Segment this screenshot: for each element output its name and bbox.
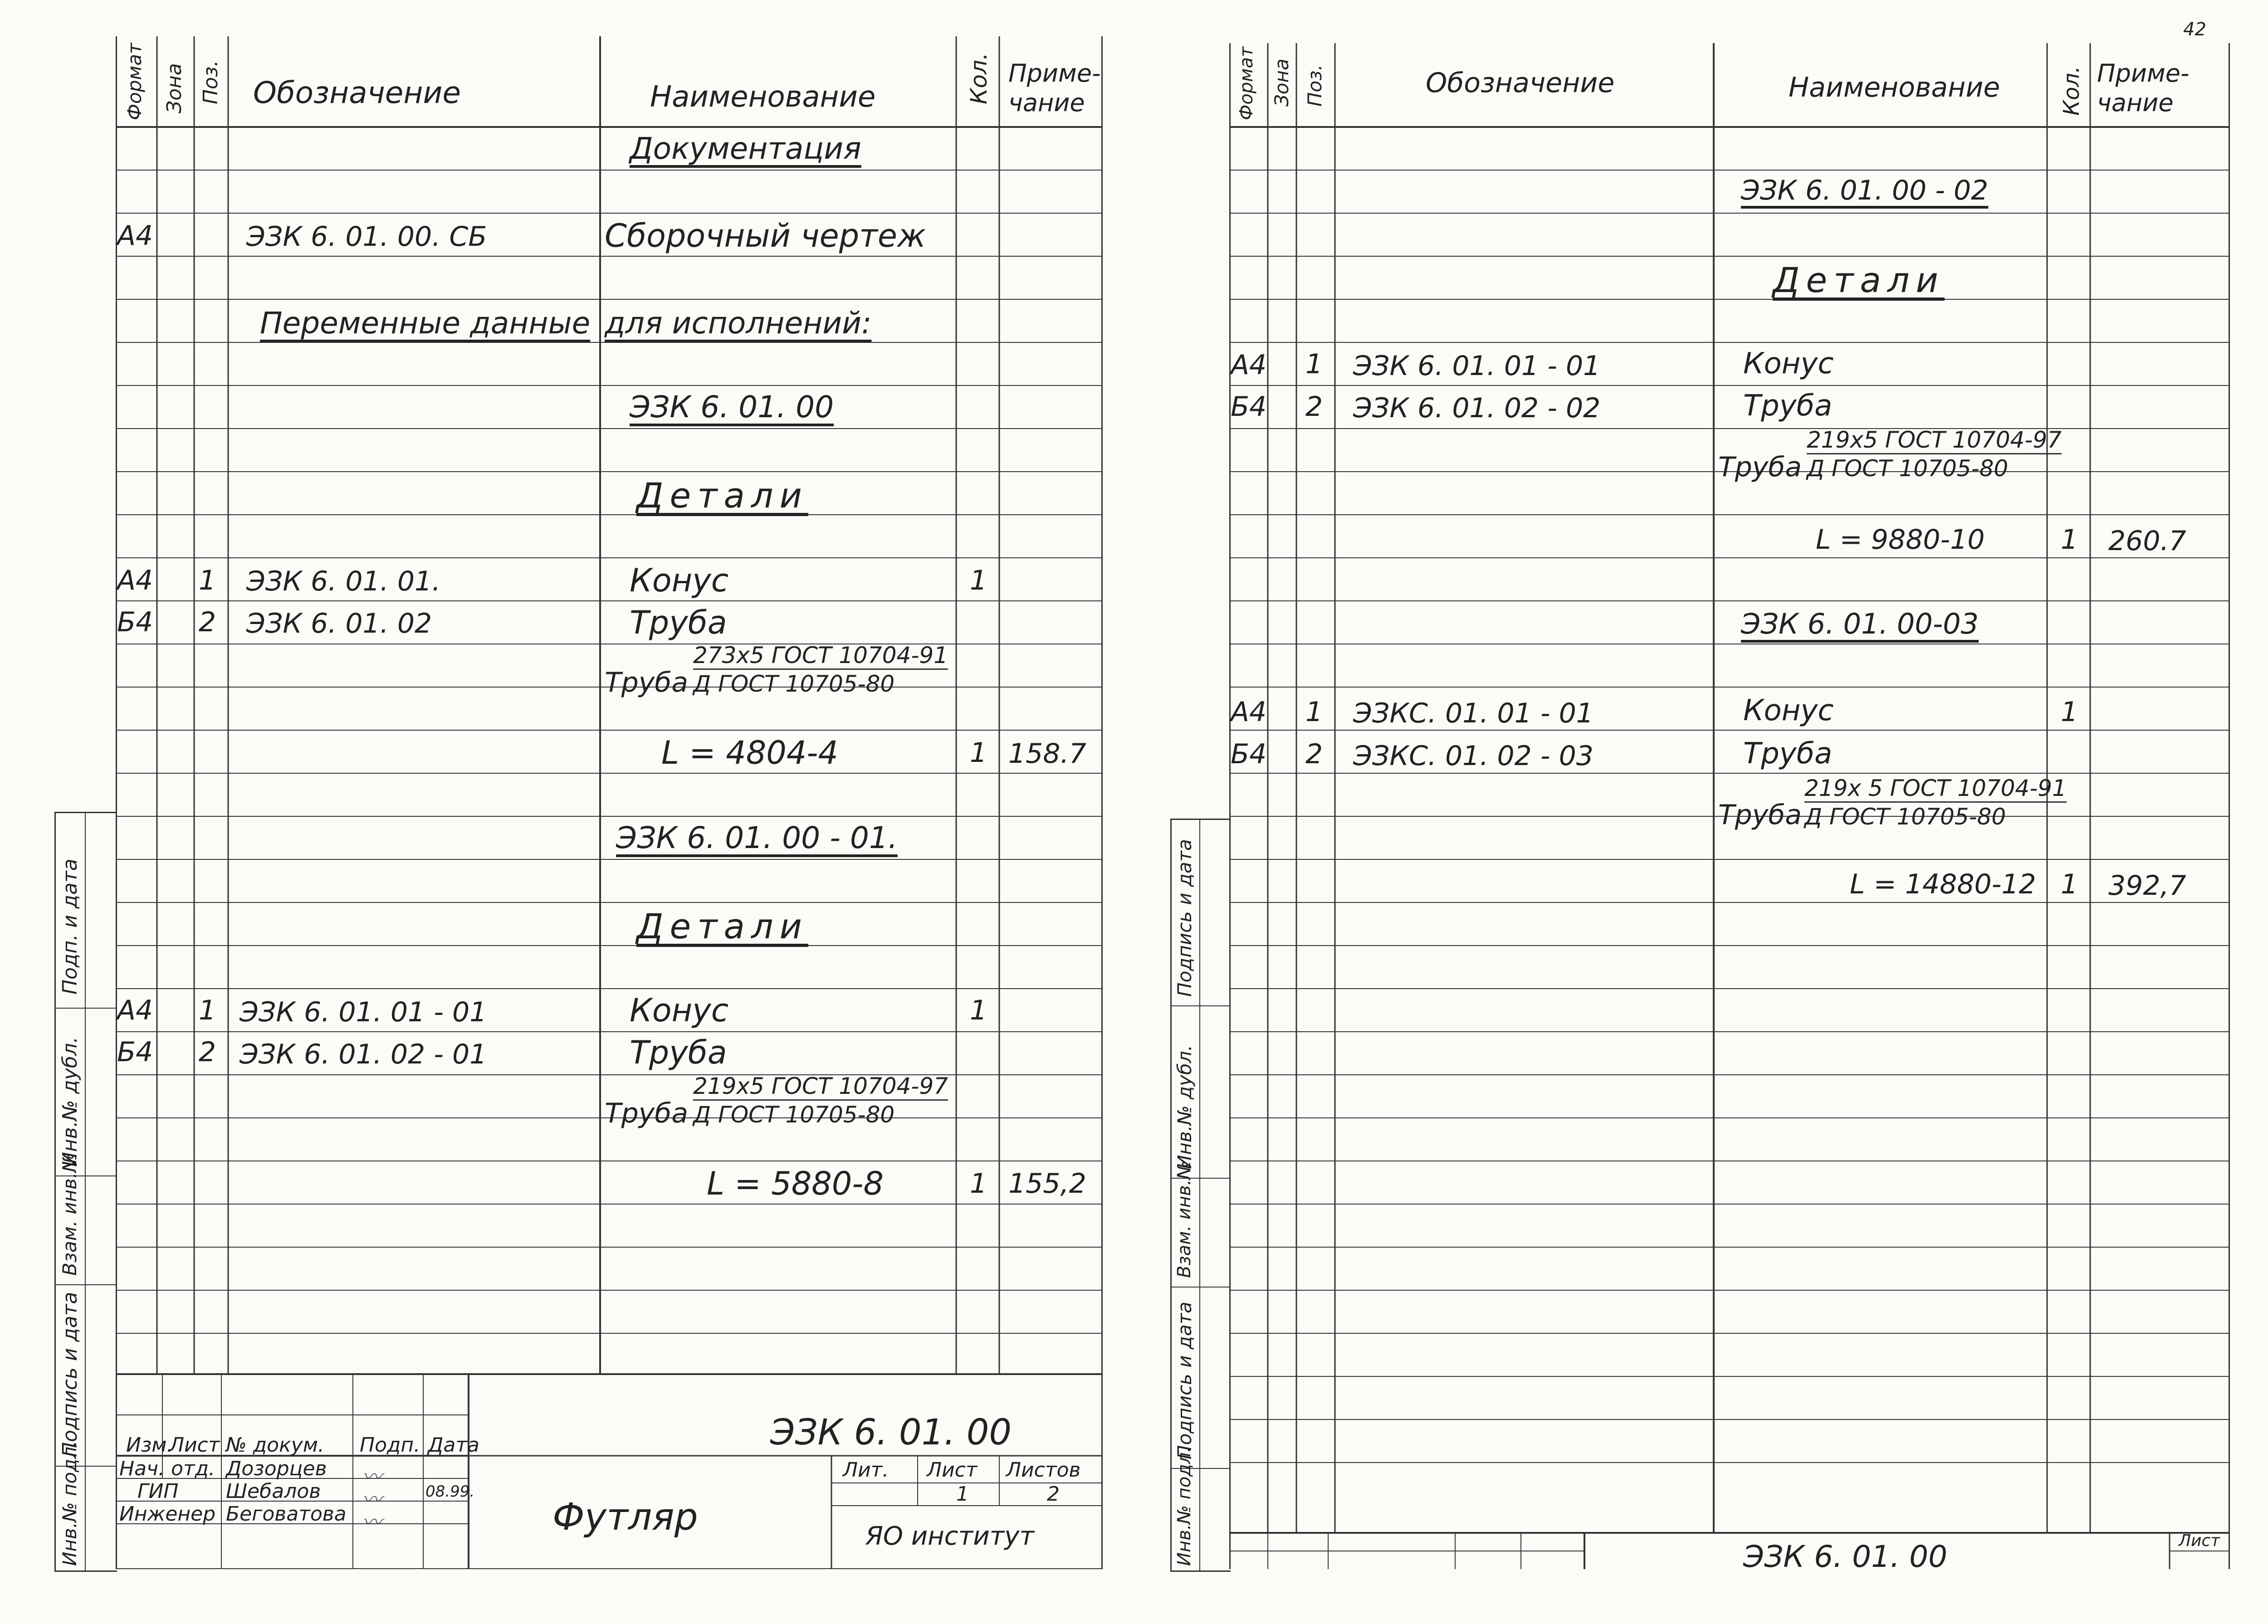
header-note: Приме- чание	[1008, 59, 1101, 117]
v3-pipe-den: Д ГОСТ 10705-80	[1804, 804, 2006, 830]
r-side-label-4: Подпись и дата	[1173, 1302, 1196, 1459]
tb-lit: Лит.	[843, 1458, 889, 1482]
v0-r1-format: А4	[117, 565, 153, 596]
tb-person-2: Шебалов	[226, 1480, 321, 1503]
signature-2: 〰	[362, 1488, 382, 1511]
variant-title-0: ЭЗК 6. 01. 00	[630, 390, 834, 424]
v2-length-qty: 1	[2061, 524, 2078, 556]
v1-length-qty: 1	[970, 1168, 987, 1200]
r-header-designation: Обозначение	[1426, 67, 1615, 99]
right-sheet	[1229, 19, 2230, 1574]
v3-r2-name: Труба	[1743, 737, 1833, 771]
v0-pipe-den: Д ГОСТ 10705-80	[693, 671, 895, 697]
v3-r1-format: А4	[1231, 696, 1267, 728]
side-label-2: Инв.№ дубл.	[59, 1036, 82, 1167]
tb-date-2: 08.99.	[425, 1483, 475, 1501]
v1-pipe-label: Труба	[605, 1097, 689, 1129]
variant-title-2: ЭЗК 6. 01. 00 - 02	[1741, 175, 1989, 206]
side-label-5: Инв.№ подл.	[59, 1440, 81, 1566]
tb-col-sign: Подп.	[360, 1434, 420, 1457]
v0-length: L = 4804-4	[661, 734, 839, 771]
header-designation: Обозначение	[253, 75, 461, 110]
v3-length: L = 14880-12	[1850, 868, 2036, 900]
tb-sheet-no: 1	[956, 1483, 969, 1506]
v2-r1-format: А4	[1231, 349, 1267, 381]
details-heading-0: Детали	[636, 475, 808, 516]
v1-r1-pos: 1	[199, 995, 216, 1026]
side-label-1: Подп. и дата	[59, 858, 82, 995]
v1-length-note: 155,2	[1008, 1168, 1086, 1200]
side-label-4: Подпись и дата	[59, 1292, 82, 1457]
v2-r2-designation: ЭЗК 6. 01. 02 - 02	[1353, 392, 1601, 424]
v1-pipe-spec	[693, 1075, 948, 1126]
v0-r2-format: Б4	[117, 606, 153, 638]
v3-r2-pos: 2	[1305, 738, 1323, 770]
right-footer-code: ЭЗК 6. 01. 00	[1743, 1539, 1948, 1574]
header-name: Наименование	[650, 80, 876, 114]
v1-length: L = 5880-8	[707, 1165, 884, 1202]
v3-r2-designation: ЭЗКС. 01. 02 - 03	[1353, 740, 1593, 772]
v2-pipe-num: 219х5 ГОСТ 10704-97	[1807, 429, 2062, 454]
v1-r2-format: Б4	[117, 1036, 153, 1068]
tb-org: ЯО институт	[865, 1522, 1034, 1551]
v0-pipe-label: Труба	[605, 667, 689, 698]
v1-pipe-num: 219х5 ГОСТ 10704-97	[693, 1075, 948, 1101]
signature-3: 〰	[362, 1511, 382, 1534]
right-footer-sheet: Лист	[2179, 1531, 2220, 1550]
v2-r1-pos: 1	[1305, 348, 1323, 380]
doc-designation: ЭЗК 6. 01. 00. СБ	[246, 221, 487, 253]
doc-format: А4	[117, 220, 153, 252]
v0-length-qty: 1	[970, 737, 987, 769]
r-header-zone: Зона	[1271, 59, 1293, 107]
v3-pipe-label: Труба	[1718, 799, 1802, 831]
v0-r2-pos: 2	[199, 606, 216, 638]
v0-pipe-spec	[693, 644, 948, 695]
v1-r1-format: А4	[117, 995, 153, 1026]
v0-r2-designation: ЭЗК 6. 01. 02	[246, 608, 432, 639]
v3-r1-name: Конус	[1743, 694, 1834, 727]
header-qty: Кол.	[966, 53, 992, 104]
v2-r1-designation: ЭЗК 6. 01. 01 - 01	[1353, 350, 1601, 382]
r-side-label-3: Взам. инв.№	[1174, 1161, 1195, 1278]
header-zone: Зона	[163, 63, 186, 113]
left-margin-strip	[54, 812, 117, 1572]
r-side-label-5: Инв.№ подл.	[1174, 1446, 1195, 1566]
signature-1: 〰	[362, 1465, 382, 1488]
tb-col-list: Лист	[169, 1434, 220, 1457]
v3-r2-format: Б4	[1231, 738, 1267, 770]
v2-r2-name: Труба	[1743, 389, 1833, 423]
v2-length: L = 9880-10	[1816, 524, 1985, 556]
v1-r1-qty: 1	[970, 995, 987, 1026]
variant-title-3: ЭЗК 6. 01. 00-03	[1741, 607, 1979, 640]
v1-r2-pos: 2	[199, 1036, 216, 1068]
variable-data-label: Переменные данные	[260, 306, 591, 341]
v2-r1-name: Конус	[1743, 347, 1834, 380]
tb-col-date: Дата	[428, 1434, 479, 1457]
v3-pipe-num: 219х 5 ГОСТ 10704-91	[1804, 777, 2067, 803]
tb-role-2: ГИП	[137, 1480, 179, 1503]
tb-col-doc: № докум.	[226, 1434, 324, 1457]
v3-r1-qty: 1	[2061, 696, 2078, 728]
right-margin-strip	[1170, 819, 1231, 1572]
r-header-pos: Поз.	[1304, 64, 1326, 107]
section-documentation: Документация	[630, 131, 861, 166]
r-header-name: Наименование	[1789, 72, 2000, 103]
tb-sheets: Листов	[1006, 1458, 1081, 1482]
variant-title-1: ЭЗК 6. 01. 00 - 01.	[616, 820, 898, 855]
v2-r2-format: Б4	[1231, 391, 1267, 423]
header-pos: Поз.	[199, 60, 222, 104]
v3-r1-pos: 1	[1305, 696, 1323, 728]
tb-role-3: Инженер	[119, 1502, 216, 1526]
side-label-3: Взам. инв.№	[59, 1152, 81, 1276]
v0-pipe-num: 273х5 ГОСТ 10704-91	[693, 644, 948, 670]
v2-pipe-spec	[1807, 429, 2062, 480]
tb-role-1: Нач. отд.	[119, 1457, 215, 1480]
v1-r2-name: Труба	[630, 1034, 727, 1071]
title-block-code: ЭЗК 6. 01. 00	[770, 1412, 1012, 1453]
v2-length-note: 260.7	[2108, 525, 2186, 557]
v3-length-note: 392,7	[2108, 870, 2186, 902]
header-format: Формат	[123, 43, 146, 120]
details-heading-1: Детали	[636, 906, 808, 946]
v3-length-qty: 1	[2061, 868, 2078, 900]
v1-r1-designation: ЭЗК 6. 01. 01 - 01	[240, 996, 487, 1028]
v3-r1-designation: ЭЗКС. 01. 01 - 01	[1353, 697, 1593, 729]
v0-r1-designation: ЭЗК 6. 01. 01.	[246, 566, 441, 597]
v0-length-note: 158.7	[1008, 738, 1086, 770]
v1-pipe-den: Д ГОСТ 10705-80	[693, 1102, 895, 1128]
v0-r2-name: Труба	[630, 604, 727, 641]
tb-sheet: Лист	[927, 1458, 978, 1482]
v1-r1-name: Конус	[630, 992, 729, 1029]
corner-sheet-number: 42	[2183, 19, 2206, 40]
r-header-note: Приме- чание	[2097, 59, 2190, 117]
v0-r1-name: Конус	[630, 562, 729, 599]
r-side-label-1: Подпись и дата	[1173, 839, 1196, 997]
v3-pipe-spec	[1804, 777, 2067, 828]
r-header-format: Формат	[1236, 46, 1257, 120]
variable-data-label-2: для исполнений:	[605, 306, 872, 341]
tb-col-izm: Изм.	[126, 1434, 173, 1457]
r-header-qty: Кол.	[2059, 66, 2084, 116]
title-block-name: Футляр	[552, 1496, 698, 1539]
r-side-label-2: Инв.№ дубл.	[1173, 1044, 1196, 1169]
v0-r1-pos: 1	[199, 565, 216, 596]
tb-person-3: Беговатова	[226, 1502, 347, 1526]
left-sheet	[116, 36, 1103, 1569]
v2-pipe-den: Д ГОСТ 10705-80	[1807, 455, 2009, 482]
v2-pipe-label: Труба	[1718, 451, 1802, 483]
doc-name: Сборочный чертеж	[605, 217, 926, 254]
v0-r1-qty: 1	[970, 565, 987, 596]
tb-person-1: Дозорцев	[226, 1457, 327, 1480]
details-heading-2: Детали	[1773, 260, 1945, 300]
v2-r2-pos: 2	[1305, 391, 1323, 423]
left-grid	[117, 36, 1101, 1569]
v1-r2-designation: ЭЗК 6. 01. 02 - 01	[240, 1039, 487, 1070]
tb-sheets-no: 2	[1047, 1483, 1060, 1506]
